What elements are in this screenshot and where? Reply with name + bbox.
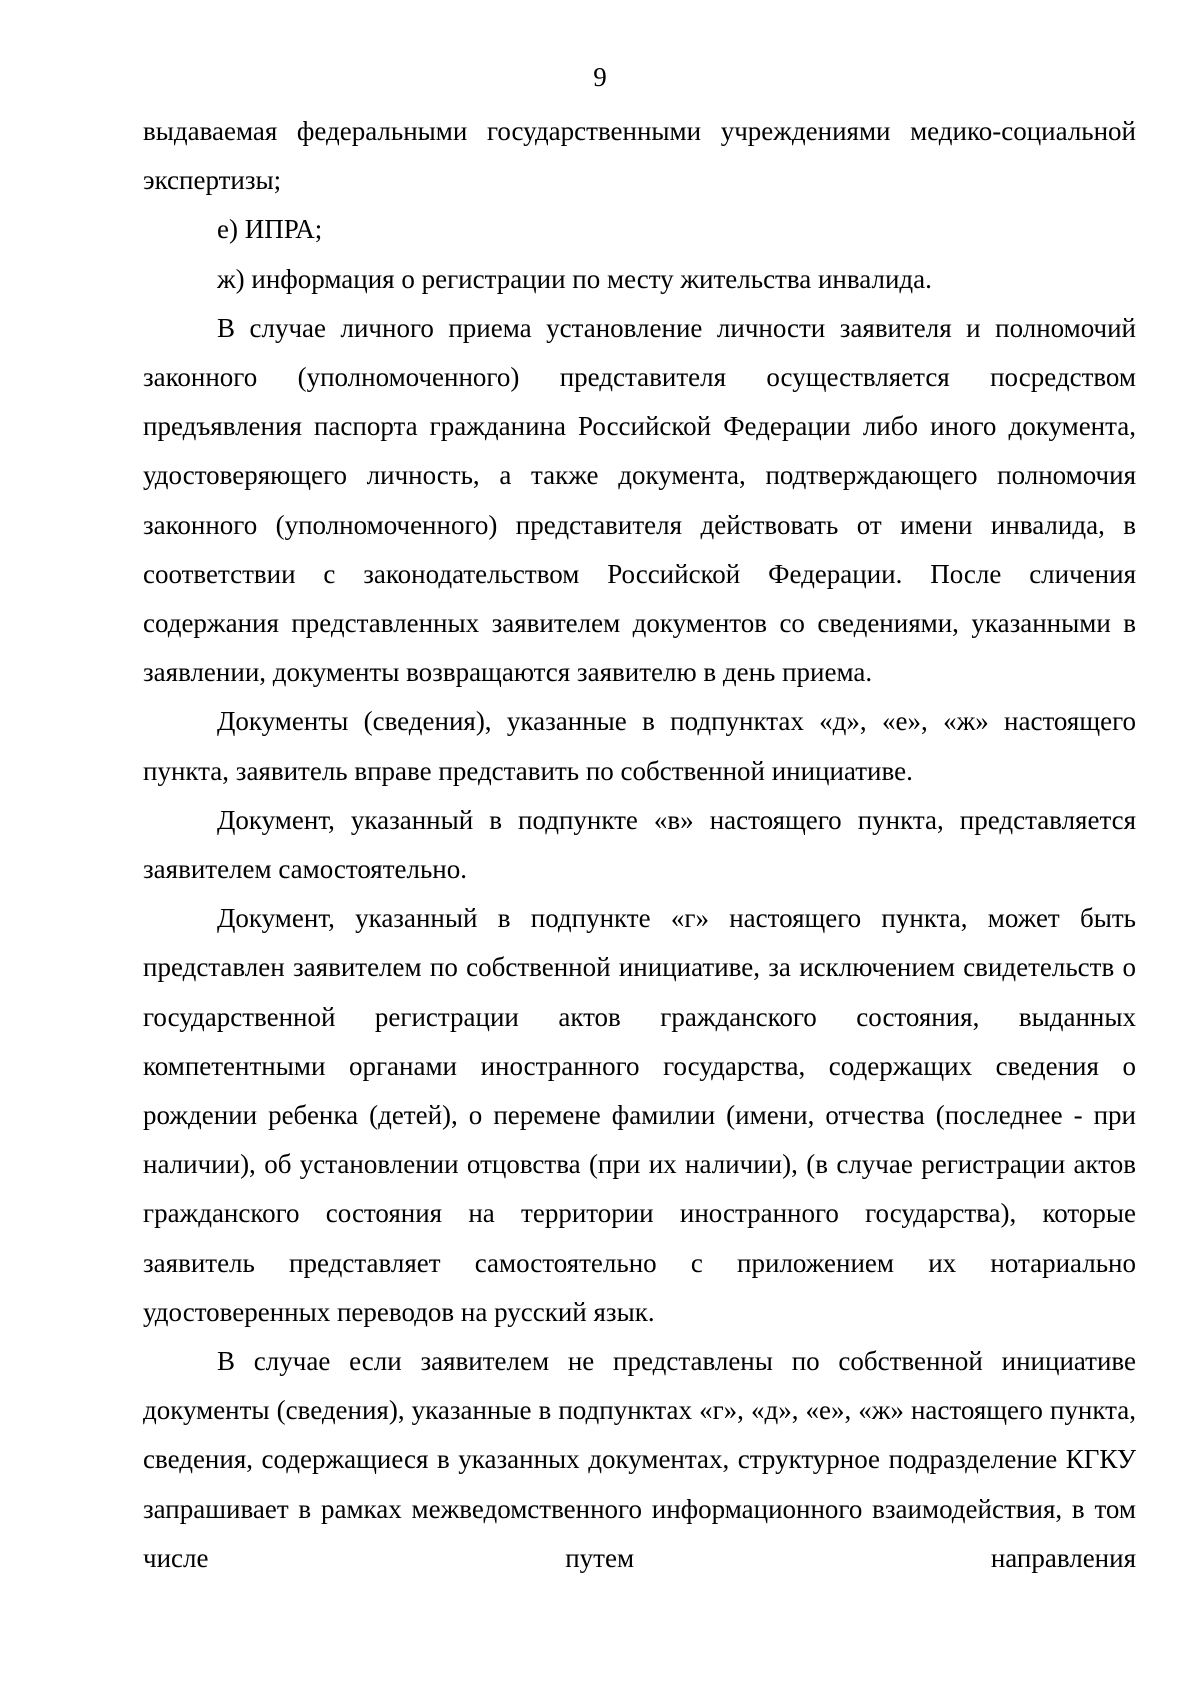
list-item-zh: ж) информация о регистрации по месту жительства инвалида.: [217, 263, 932, 294]
paragraph-document-g: Документ, указанный в подпункте «г» настоящего пункта, может быть представлен заявителем по собственной инициативе, за исключением свидетельств о государственной регистрации актов гражданского состояния, выданных компетентными органами иностранного государства, содержащих сведения о рождении ребенка (детей), о перемене фамилии (имени, отчества (последнее - при наличии), об установлении отцовства (при их наличии), (в случае регистрации актов гражданского состояния на территории иностранного государства), которые заявитель представляет самостоятельно с приложением их нотариально удостоверенных переводов на русский язык.: [143, 903, 1136, 1327]
paragraph-personal-reception: В случае личного приема установление личности заявителя и полномочий законного (уполномоченного) представителя осуществляется посредством предъявления паспорта гражданина Российской Федерации либо иного документа, удостоверяющего личность, а также документа, подтверждающего полномочия законного (уполномоченного) представителя действовать от имени инвалида, в соответствии с законодательством Российской Федерации. После сличения содержания представленных заявителем документов со сведениями, указанными в заявлении, документы возвращаются заявителю в день приема.: [143, 312, 1136, 688]
paragraph-documents-own-initiative: Документы (сведения), указанные в подпунктах «д», «е», «ж» настоящего пункта, заявитель вправе представить по собственной инициативе.: [143, 706, 1136, 786]
page-number: 9: [593, 62, 607, 92]
document-body: [143, 107, 1136, 1583]
paragraph-document-v: Документ, указанный в подпункте «в» настоящего пункта, представляется заявителем самостоятельно.: [143, 804, 1136, 885]
paragraph-continuation: выдаваемая федеральными государственными учреждениями медико-социальной экспертизы;: [143, 116, 1136, 196]
paragraph-interagency-request: В случае если заявителем не представлены по собственной инициативе документы (сведения), указанные в подпунктах «г», «д», «е», «ж» настоящего пункта, сведения, содержащиеся в указанных документах, структурное подразделение КГКУ запрашивает в рамках межведомственного информационного взаимодействия, в том числе путем направления: [143, 1346, 1136, 1573]
list-item-e: е) ИПРА;: [217, 214, 323, 245]
